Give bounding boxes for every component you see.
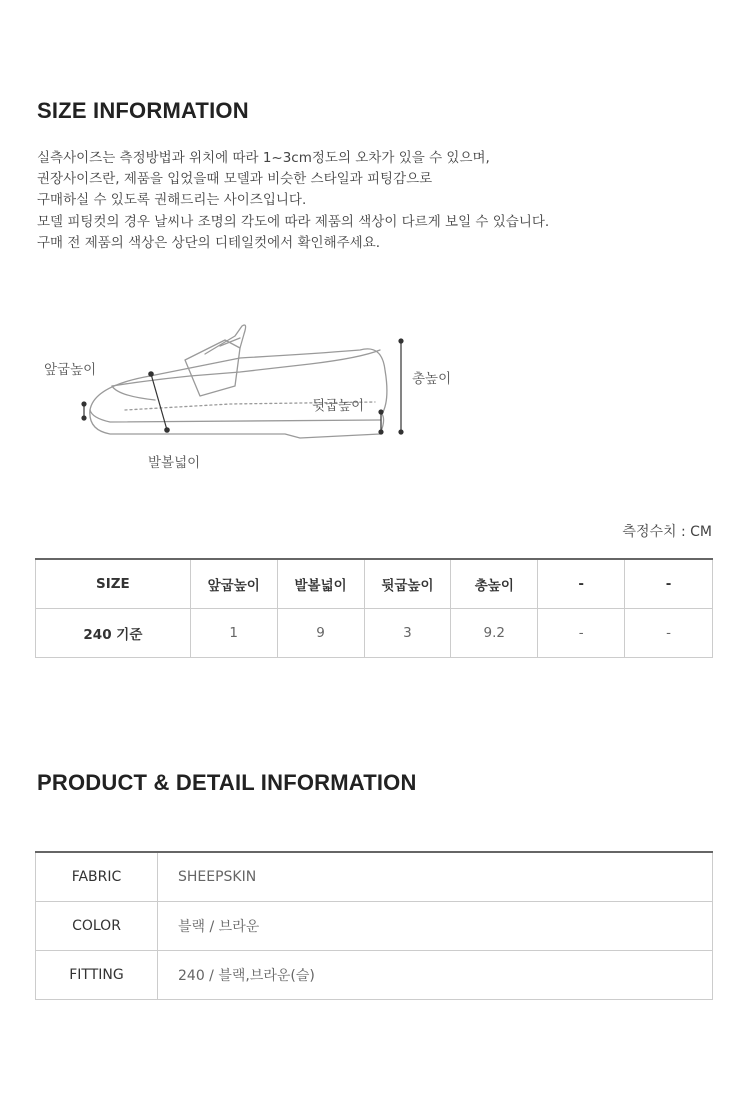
note-line: 구매하실 수 있도록 권해드리는 사이즈입니다. (37, 192, 307, 209)
column-header: 앞굽높이 (190, 559, 277, 609)
row-value: 240 / 블랙,브라운(슬) (158, 951, 713, 1000)
table-header-row (36, 559, 713, 609)
column-header: SIZE (36, 559, 191, 609)
table-row (36, 852, 713, 902)
table-cell: 240 기준 (36, 609, 191, 658)
unit-note: 측정수치 : CM (622, 524, 712, 540)
heel-height-label: 뒷굽높이 (312, 398, 365, 414)
shoe-measurement-diagram (30, 310, 470, 480)
table-cell: - (538, 609, 625, 658)
note-line: 모델 피팅컷의 경우 날씨나 조명의 각도에 따라 제품의 색상이 다르게 보일 수 있습니다. (37, 213, 550, 230)
table-cell: 9 (277, 609, 364, 658)
note-line: 권장사이즈란, 제품을 입었을때 모델과 비슷한 스타일과 피팅감으로 (37, 171, 433, 188)
product-detail-heading: PRODUCT & DETAIL INFORMATION (37, 770, 417, 795)
note-line: 실측사이즈는 측정방법과 위치에 따라 1~3cm정도의 오차가 있을 수 있으며, (37, 150, 490, 166)
size-information-heading: SIZE INFORMATION (37, 98, 249, 123)
table-row (36, 951, 713, 1000)
table-cell: 3 (364, 609, 451, 658)
table-row (36, 609, 713, 658)
table-cell: 9.2 (451, 609, 538, 658)
size-notes (37, 148, 717, 254)
row-value: 블랙 / 브라운 (158, 902, 713, 951)
loafer-sketch-icon (30, 310, 470, 480)
front-height-label: 앞굽높이 (44, 362, 97, 378)
row-label: FABRIC (36, 852, 158, 902)
column-header: 총높이 (451, 559, 538, 609)
size-table (35, 558, 713, 658)
row-label: COLOR (36, 902, 158, 951)
column-header: - (538, 559, 625, 609)
table-cell: - (625, 609, 713, 658)
row-value: SHEEPSKIN (158, 852, 713, 902)
product-detail-table (35, 851, 713, 1000)
total-height-label: 총높이 (412, 371, 452, 387)
table-cell: 1 (190, 609, 277, 658)
note-line: 구매 전 제품의 색상은 상단의 디테일컷에서 확인해주세요. (37, 234, 381, 251)
ball-width-label: 발볼넓이 (148, 455, 201, 471)
table-row (36, 902, 713, 951)
column-header: - (625, 559, 713, 609)
column-header: 발볼넓이 (277, 559, 364, 609)
row-label: FITTING (36, 951, 158, 1000)
column-header: 뒷굽높이 (364, 559, 451, 609)
